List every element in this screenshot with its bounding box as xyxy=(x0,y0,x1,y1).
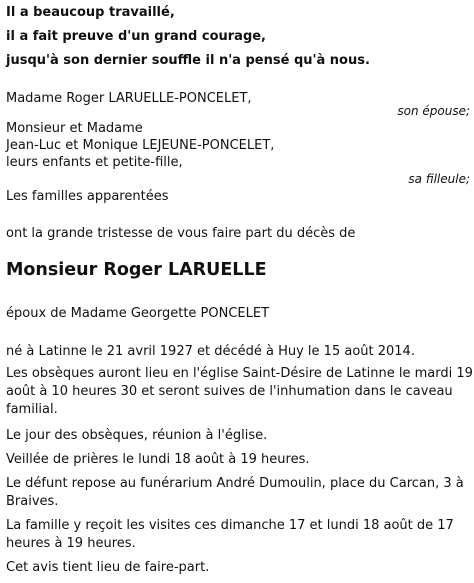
funeral-home-line-1: Le défunt repose au funérarium André Dumoulin, place du Carcan, 3 à xyxy=(6,476,464,491)
goddaughter-line-2: Jean-Luc et Monique LEJEUNE-PONCELET, xyxy=(6,138,275,153)
notice-line: Cet avis tient lieu de faire-part. xyxy=(6,560,210,575)
birth-death-line: né à Latinne le 21 avril 1927 et décédé à Huy le 15 août 2014. xyxy=(6,344,415,359)
goddaughter-line-3: leurs enfants et petite-fille, xyxy=(6,155,183,170)
visits-line-1: La famille y reçoit les visites ces dimanche 17 et lundi 18 août de 17 xyxy=(6,518,454,533)
goddaughter-line-1: Monsieur et Madame xyxy=(6,121,143,136)
visits-line-2: heures à 19 heures. xyxy=(6,536,136,551)
funeral-line-1: Les obsèques auront lieu en l'église Saint-Désire de Latinne le mardi 19 xyxy=(6,366,473,381)
funeral-line-3: familial. xyxy=(6,402,58,417)
poem-line-3: jusqu'à son dernier souffle il n'a pensé qu'à nous. xyxy=(6,53,370,68)
spouse-role: son épouse; xyxy=(397,104,470,118)
spouse-name: Madame Roger LARUELLE-PONCELET, xyxy=(6,91,252,106)
vigil-line: Veillée de prières le lundi 18 août à 19 heures. xyxy=(6,452,310,467)
poem-line-2: il a fait preuve d'un grand courage, xyxy=(6,29,266,44)
poem-line-1: Il a beaucoup travaillé, xyxy=(6,5,175,20)
relatives-line: Les familles apparentées xyxy=(6,189,169,204)
goddaughter-role: sa filleule; xyxy=(408,172,470,186)
funeral-line-2: août à 10 heures 30 et seront suives de l'inhumation dans le caveau xyxy=(6,384,453,399)
church-meeting-line: Le jour des obsèques, réunion à l'église. xyxy=(6,428,268,443)
spouse-of-line: époux de Madame Georgette PONCELET xyxy=(6,306,270,321)
deceased-name: Monsieur Roger LARUELLE xyxy=(6,260,267,280)
announcement-line: ont la grande tristesse de vous faire part du décès de xyxy=(6,226,356,241)
funeral-home-line-2: Braives. xyxy=(6,494,59,509)
